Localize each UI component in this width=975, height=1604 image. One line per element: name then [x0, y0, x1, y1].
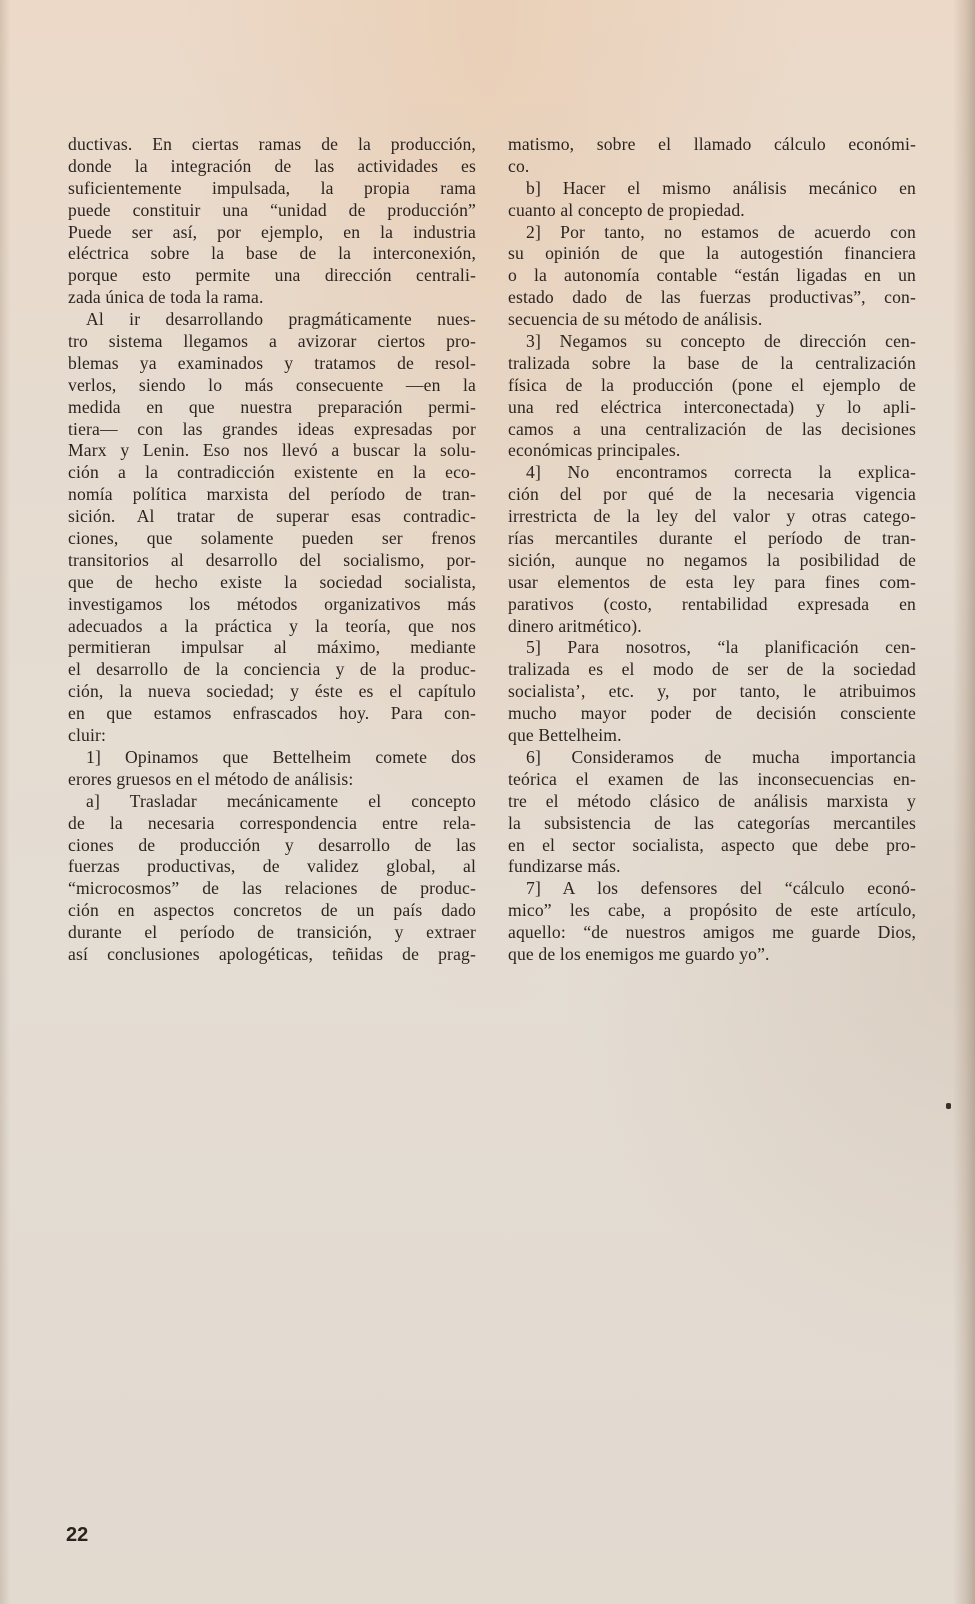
text-line: fundizarse más. [508, 856, 621, 877]
text-line: cuanto al concepto de propiedad. [508, 199, 745, 220]
text-line: o la autonomía contable “están ligadas en un [508, 265, 916, 286]
text-line: mucho mayor poder de decisión consciente [508, 703, 916, 724]
text-line: Puede ser así, por ejemplo, en la industria [68, 221, 476, 242]
text-line: fuerzas productivas, de validez global, al [68, 856, 476, 877]
text-line: irrestricta de la ley del valor y otras catego- [508, 506, 916, 527]
text-line: b] Hacer el mismo análisis mecánico en [526, 177, 916, 198]
text-line: ción, la nueva sociedad; y éste es el capítulo [68, 681, 476, 702]
text-line: a] Trasladar mecánicamente el concepto [86, 790, 476, 811]
text-line: tre el método clásico de análisis marxista y [508, 790, 916, 811]
text-line: erores gruesos en el método de análisis: [68, 768, 354, 789]
text-line: 1] Opinamos que Bettelheim comete dos [86, 746, 476, 767]
text-line: la subsistencia de las categorías mercantiles [508, 812, 916, 833]
page-right-shadow [953, 0, 975, 1604]
text-line: co. [508, 155, 530, 176]
text-line: camos a una centralización de las decisiones [508, 418, 916, 439]
text-line: permitieran impulsar al máximo, mediante [68, 637, 476, 658]
text-line: zada única de toda la rama. [68, 287, 264, 308]
text-line: que de los enemigos me guardo yo”. [508, 943, 770, 964]
text-line: sición, aunque no negamos la posibilidad de [508, 549, 916, 570]
text-line: teórica el examen de las inconsecuencias en- [508, 768, 916, 789]
text-line: parativos (costo, rentabilidad expresada en [508, 593, 916, 614]
text-line: investigamos los métodos organizativos más [68, 593, 476, 614]
text-line: suficientemente impulsada, la propia rama [68, 177, 476, 198]
text-column-left [68, 134, 476, 966]
text-line: mico” les cabe, a propósito de este artículo, [508, 900, 916, 921]
text-line: verlos, siendo lo más consecuente —en la [68, 374, 476, 395]
text-line: 6] Consideramos de mucha importancia [526, 746, 916, 767]
text-line: nomía política marxista del período de tran- [68, 484, 476, 505]
text-line: tro sistema llegamos a avizorar ciertos pro- [68, 331, 476, 352]
text-line: física de la producción (pone el ejemplo de [508, 374, 916, 395]
text-line: su opinión de que la autogestión financiera [508, 243, 916, 264]
text-line: socialista’, etc. y, por tanto, le atribuimos [508, 681, 916, 702]
text-line: Marx y Lenin. Eso nos llevó a buscar la solu- [68, 440, 476, 461]
text-line: ductivas. En ciertas ramas de la producción, [68, 134, 476, 154]
text-line: 2] Por tanto, no estamos de acuerdo con [526, 221, 916, 242]
text-line: que de hecho existe la sociedad socialista, [68, 571, 476, 592]
text-line: usar elementos de esta ley para fines com- [508, 571, 916, 592]
text-line: transitorios al desarrollo del socialismo, por- [68, 549, 476, 570]
text-line: el desarrollo de la conciencia y de la produc- [68, 659, 476, 680]
text-line: ción en aspectos concretos de un país dado [68, 900, 476, 921]
ink-speck [946, 1103, 951, 1109]
text-line: ción a la contradicción existente en la eco- [68, 462, 476, 483]
text-line: eléctrica sobre la base de la interconexión, [68, 243, 476, 264]
text-line: 3] Negamos su concepto de dirección cen- [526, 331, 916, 352]
text-line: “microcosmos” de las relaciones de produc- [68, 878, 476, 899]
text-line: económicas principales. [508, 440, 681, 461]
text-line: aquello: “de nuestros amigos me guarde Dios, [508, 922, 916, 943]
text-line: así conclusiones apologéticas, teñidas de prag- [68, 943, 476, 964]
text-line: 7] A los defensores del “cálculo econó- [526, 878, 916, 899]
text-line: rías mercantiles durante el período de tran- [508, 528, 916, 549]
text-line: matismo, sobre el llamado cálculo económi- [508, 134, 916, 154]
text-line: secuencia de su método de análisis. [508, 309, 763, 330]
text-line: que Bettelheim. [508, 725, 622, 746]
text-line: medida en que nuestra preparación permi- [68, 396, 476, 417]
page-left-shadow [0, 0, 10, 1604]
text-line: en que estamos enfrascados hoy. Para con- [68, 703, 476, 724]
text-line: Al ir desarrollando pragmáticamente nues- [86, 309, 476, 330]
text-line: una red eléctrica interconectada) y lo apli- [508, 396, 916, 417]
text-line: blemas ya examinados y tratamos de resol- [68, 352, 476, 373]
page-number: 22 [66, 1524, 89, 1546]
text-line: 5] Para nosotros, “la planificación cen- [526, 637, 916, 658]
text-line: donde la integración de las actividades es [68, 155, 476, 176]
text-line: ción del por qué de la necesaria vigencia [508, 484, 916, 505]
text-line: tralizada sobre la base de la centralización [508, 352, 916, 373]
text-line: dinero aritmético). [508, 615, 642, 636]
text-line: de la necesaria correspondencia entre rela- [68, 812, 476, 833]
text-line: puede constituir una “unidad de producción” [68, 199, 476, 220]
text-line: porque esto permite una dirección centrali- [68, 265, 476, 286]
text-line: ciones, que solamente pueden ser frenos [68, 528, 476, 549]
text-line: adecuados a la práctica y la teoría, que nos [68, 615, 476, 636]
text-line: sición. Al tratar de superar esas contradic- [68, 506, 476, 527]
text-line: 4] No encontramos correcta la explica- [526, 462, 916, 483]
text-line: estado dado de las fuerzas productivas”, con- [508, 287, 916, 308]
text-line: en el sector socialista, aspecto que debe pro- [508, 834, 916, 855]
text-line: ciones de producción y desarrollo de las [68, 834, 476, 855]
text-line: tiera— con las grandes ideas expresadas por [68, 418, 476, 439]
text-line: cluir: [68, 725, 107, 746]
text-line: durante el período de transición, y extraer [68, 922, 476, 943]
text-column-right [508, 134, 916, 966]
text-line: tralizada es el modo de ser de la sociedad [508, 659, 916, 680]
